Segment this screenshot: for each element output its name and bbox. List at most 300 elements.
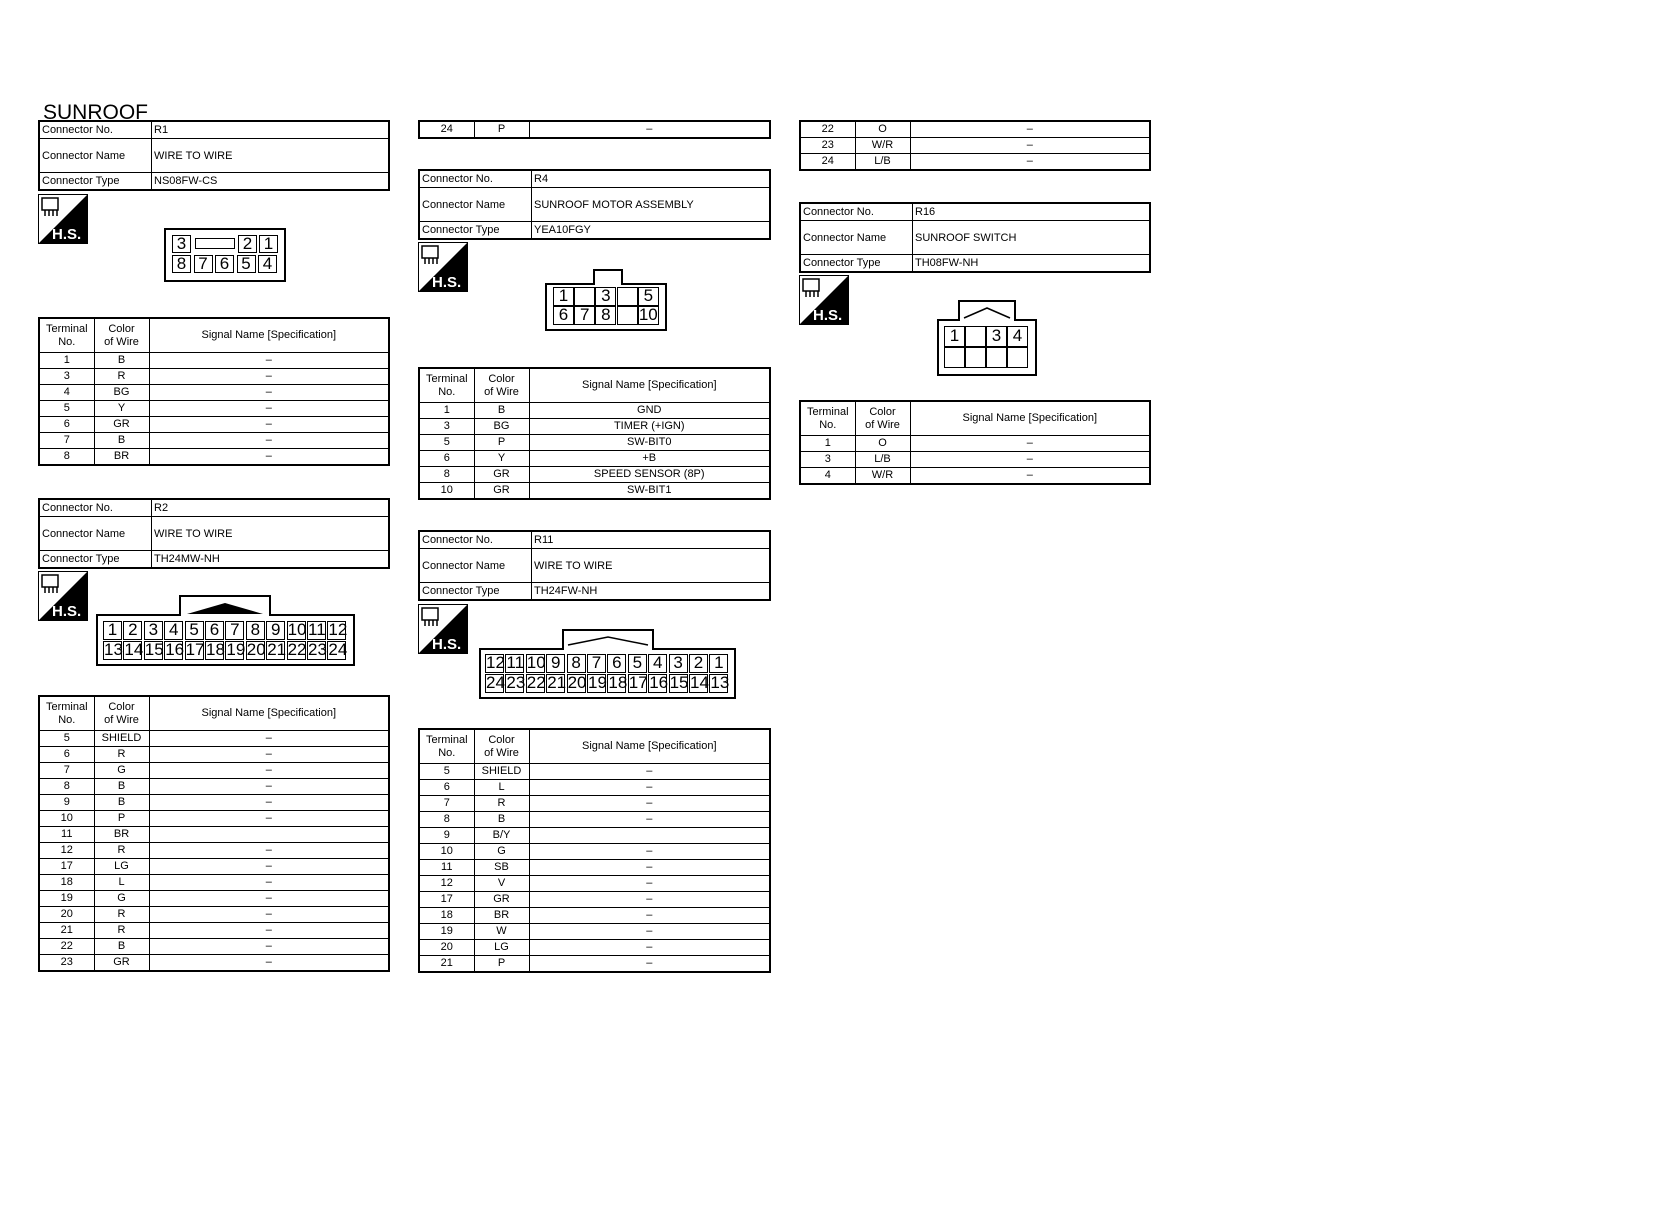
color-header-line2: of Wire [865,418,900,431]
wire-color-cell: O [855,436,910,452]
table-row [39,385,389,401]
pin-cell: 19 [226,640,246,659]
pin-cell: 1 [709,654,728,673]
key-slot [195,238,235,249]
terminal-no-cell: 5 [419,764,474,780]
terminal-no-cell: 12 [419,876,474,892]
pin-cell: 9 [546,654,565,673]
wire-color-cell: SB [474,860,529,876]
r16-conn-no: R16 [913,203,1151,221]
table-row [39,353,389,369]
signal-name-cell: – [910,452,1150,468]
signal-name-header: Signal Name [Specification] [149,318,389,353]
hs-badge-graphic [418,604,468,654]
terminal-no-cell: 6 [419,780,474,796]
pin-cell: 1 [103,621,122,640]
pin-cell: 2 [123,621,142,640]
table-row [39,369,389,385]
pin-cell: 11 [308,620,326,639]
terminal-no-cell: 8 [419,812,474,828]
hs-badge-text: H.S. [52,603,82,620]
wire-color-cell: B [94,433,149,449]
conn-name-label: Connector Name [419,188,532,222]
wire-color-cell: V [474,876,529,892]
empty-pin-cell [617,306,638,325]
signal-name-cell: – [149,795,389,811]
terminal-no-cell: 18 [419,908,474,924]
table-row [39,763,389,779]
signal-name-cell: – [529,908,770,924]
pin-cell: 19 [588,673,607,692]
pin-cell: 21 [267,640,287,659]
hs-badge-graphic [38,194,88,244]
signal-name-cell: TIMER (+IGN) [529,419,770,435]
conn-type-label: Connector Type [419,222,532,240]
r4-connector-face [545,283,667,331]
table-row [419,419,770,435]
wire-color-cell: LG [474,940,529,956]
table-row [39,955,389,972]
harness-side-icon [38,194,88,244]
pin-cell: 5 [638,287,659,306]
r11-conn-name: WIRE TO WIRE [532,549,771,583]
r1-conn-name: WIRE TO WIRE [152,139,390,173]
r1-conn-type: NS08FW-CS [152,173,390,191]
pin-cell: 12 [328,620,348,639]
table-row [800,452,1150,468]
terminal-no-cell: 22 [800,121,855,138]
wire-color-cell: B [474,812,529,828]
r2-info-table [38,498,390,569]
wire-color-cell: B [474,403,529,419]
connector-lock-tab [562,629,654,650]
signal-name-cell: – [529,876,770,892]
pin-cell: 8 [567,654,586,673]
pin-cell: 17 [185,640,205,659]
wire-color-cell: Y [94,401,149,417]
terminal-no-cell: 7 [39,433,94,449]
pin-cell: 4 [1007,326,1028,347]
signal-name-cell: – [149,401,389,417]
r2-terminal-table-continued [418,120,771,139]
wire-color-cell: W/R [855,138,910,154]
terminal-no-cell: 1 [800,436,855,452]
empty-pin-cell [965,347,986,368]
table-row [419,892,770,908]
pin-cell: 7 [587,654,606,673]
wire-color-cell: L [474,780,529,796]
wire-color-header [855,401,910,436]
pin-cell: 14 [690,673,709,692]
pin-cell: 3 [144,621,163,640]
signal-name-cell: – [910,121,1150,138]
wire-color-cell: B [94,939,149,955]
pin-cell: 16 [649,673,669,692]
signal-name-cell: – [149,891,389,907]
signal-name-cell: – [529,956,770,973]
pin-cell: 4 [648,654,667,673]
table-row [39,843,389,859]
r16-terminal-table [799,400,1151,485]
signal-name-cell: – [149,939,389,955]
wire-color-cell: GR [474,467,529,483]
color-header-line2: of Wire [484,385,519,398]
terminal-header-line1: Terminal [45,700,88,713]
table-row [419,812,770,828]
terminal-no-cell: 20 [39,907,94,923]
r11-info-table [418,530,771,601]
table-row [800,138,1150,154]
wire-color-cell: O [855,121,910,138]
table-row [419,908,770,924]
harness-side-icon [418,604,468,654]
pin-cell: 11 [506,653,525,672]
terminal-no-header [39,696,94,731]
pin-cell: 2 [238,235,257,253]
wire-color-cell: P [474,435,529,451]
table-row [419,467,770,483]
terminal-no-cell: 11 [419,860,474,876]
pin-cell: 5 [185,621,204,640]
color-header-line2: of Wire [104,713,139,726]
conn-type-label: Connector Type [419,583,532,601]
signal-name-cell: – [149,747,389,763]
terminal-header-line1: Terminal [45,322,88,335]
table-row [39,827,389,843]
hs-badge-text: H.S. [432,636,462,653]
empty-pin-cell [965,326,986,347]
wire-color-cell: L [94,875,149,891]
table-header [39,696,389,731]
wire-color-cell: P [94,811,149,827]
pin-cell: 16 [165,640,185,659]
signal-name-cell: – [529,924,770,940]
terminal-no-cell: 6 [39,747,94,763]
terminal-no-cell: 10 [419,844,474,860]
pin-cell: 6 [607,654,626,673]
terminal-no-cell: 21 [419,956,474,973]
terminal-no-header [419,729,474,764]
terminal-no-cell: 20 [419,940,474,956]
terminal-no-cell: 5 [419,435,474,451]
signal-name-cell: – [529,121,770,138]
wire-color-cell: G [94,763,149,779]
pin-cell: 21 [547,673,567,692]
terminal-no-cell: 10 [419,483,474,500]
signal-name-header: Signal Name [Specification] [529,729,770,764]
terminal-header-line2: No. [58,713,76,726]
table-row [800,121,1150,138]
signal-name-cell: GND [529,403,770,419]
pin-cell: 20 [567,673,587,692]
pin-cell: 10 [287,620,307,639]
wire-color-cell: G [474,844,529,860]
pin-cell: 13 [104,640,123,659]
wire-color-cell: BG [94,385,149,401]
signal-name-cell: – [149,731,389,747]
signal-name-cell: – [149,385,389,401]
terminal-header-line1: Terminal [425,733,468,746]
signal-name-cell: – [149,449,389,466]
harness-side-icon [38,571,88,621]
terminal-no-cell: 4 [800,468,855,485]
signal-name-cell: – [529,940,770,956]
r4-conn-name: SUNROOF MOTOR ASSEMBLY [532,188,771,222]
wire-color-cell: GR [474,892,529,908]
conn-name-label: Connector Name [39,517,152,551]
wire-color-cell: Y [474,451,529,467]
wire-color-cell: B [94,795,149,811]
pin-cell: 4 [164,621,183,640]
signal-name-header: Signal Name [Specification] [910,401,1150,436]
r16-conn-name: SUNROOF SWITCH [913,221,1151,255]
pin-cell: 7 [225,621,244,640]
terminal-no-cell: 5 [39,731,94,747]
empty-pin-cell [574,287,595,306]
table-row [419,796,770,812]
table-header [39,318,389,353]
table-row [39,433,389,449]
terminal-header-line2: No. [819,418,837,431]
lock-tab-shape [960,302,1014,321]
r2-conn-type: TH24MW-NH [152,551,390,569]
color-header-line1: Color [488,372,515,385]
pin-cell: 14 [124,640,144,659]
signal-name-cell: – [149,923,389,939]
conn-name-label: Connector Name [39,139,152,173]
table-row [419,451,770,467]
terminal-no-cell: 6 [39,417,94,433]
r11-terminal-table-continued [799,120,1151,171]
signal-name-cell: – [910,154,1150,171]
table-row [39,449,389,466]
wire-color-cell: BR [94,449,149,466]
table-row [39,907,389,923]
pin-cell: 3 [172,235,191,253]
terminal-no-cell: 4 [39,385,94,401]
wire-color-cell: R [94,843,149,859]
conn-no-label: Connector No. [419,531,532,549]
wire-color-cell: BR [474,908,529,924]
table-row [419,121,770,138]
table-row [800,436,1150,452]
terminal-no-cell: 8 [39,449,94,466]
lock-tab-shape [564,631,652,650]
connector-lock-tab [958,300,1016,321]
wire-color-cell: R [94,369,149,385]
table-row [39,923,389,939]
terminal-no-cell: 1 [39,353,94,369]
terminal-no-cell: 19 [39,891,94,907]
pin-cell: 7 [194,255,213,273]
signal-name-cell: – [149,369,389,385]
wire-color-cell: W [474,924,529,940]
signal-name-cell: – [529,780,770,796]
terminal-no-cell: 10 [39,811,94,827]
table-row [419,860,770,876]
pin-cell: 2 [689,654,708,673]
r4-terminal-table [418,367,771,500]
terminal-header-line1: Terminal [806,405,849,418]
terminal-no-cell: 3 [39,369,94,385]
terminal-no-cell: 11 [39,827,94,843]
wire-color-cell: BR [94,827,149,843]
pin-cell: 17 [628,673,648,692]
signal-name-header: Signal Name [Specification] [149,696,389,731]
terminal-no-cell: 3 [419,419,474,435]
pin-cell: 12 [486,653,505,672]
pin-cell: 3 [595,287,616,306]
signal-name-cell: – [149,417,389,433]
conn-no-label: Connector No. [419,170,532,188]
wire-color-cell: B [94,353,149,369]
pin-cell: 8 [595,306,616,325]
terminal-no-cell: 23 [800,138,855,154]
terminal-no-header [39,318,94,353]
terminal-no-cell: 22 [39,939,94,955]
pin-cell: 13 [710,673,730,692]
color-header-line2: of Wire [484,746,519,759]
terminal-no-cell: 9 [39,795,94,811]
terminal-no-cell: 8 [39,779,94,795]
pin-cell: 22 [526,673,546,692]
table-row [419,924,770,940]
signal-name-header: Signal Name [Specification] [529,368,770,403]
terminal-no-cell: 6 [419,451,474,467]
wire-color-cell: R [94,923,149,939]
table-row [419,876,770,892]
pin-cell: 3 [986,326,1007,347]
wire-color-cell: SHIELD [94,731,149,747]
signal-name-cell: – [149,353,389,369]
terminal-no-header [800,401,855,436]
signal-name-cell: SPEED SENSOR (8P) [529,467,770,483]
pin-cell: 7 [574,306,595,325]
table-row [39,795,389,811]
wire-color-cell: BG [474,419,529,435]
conn-no-label: Connector No. [39,121,152,139]
terminal-no-cell: 17 [39,859,94,875]
wire-color-cell: R [94,747,149,763]
table-row [419,956,770,973]
pin-cell: 6 [205,621,224,640]
terminal-no-cell: 8 [419,467,474,483]
terminal-header-line2: No. [58,335,76,348]
terminal-no-cell: 24 [800,154,855,171]
wire-color-header [94,318,149,353]
hs-badge-graphic [418,242,468,292]
r4-info-table [418,169,771,240]
terminal-no-cell: 7 [39,763,94,779]
conn-type-label: Connector Type [800,255,913,273]
table-row [419,764,770,780]
signal-name-cell [529,828,770,844]
table-row [419,828,770,844]
signal-name-cell: – [529,844,770,860]
signal-name-cell: – [529,892,770,908]
wire-color-cell: B [94,779,149,795]
r4-conn-type: YEA10FGY [532,222,771,240]
terminal-no-cell: 17 [419,892,474,908]
r16-connector-face [937,319,1037,376]
pin-cell: 20 [246,640,266,659]
terminal-no-cell: 18 [39,875,94,891]
table-row [39,859,389,875]
pin-cell: 15 [144,640,164,659]
r2-conn-name: WIRE TO WIRE [152,517,390,551]
conn-type-label: Connector Type [39,173,152,191]
lock-tab-shape [181,597,269,616]
signal-name-cell [149,827,389,843]
table-row [419,844,770,860]
terminal-no-cell: 1 [419,403,474,419]
table-row [39,401,389,417]
r4-conn-no: R4 [532,170,771,188]
signal-name-cell: – [529,796,770,812]
conn-no-label: Connector No. [39,499,152,517]
pin-cell: 1 [553,287,574,306]
r11-terminal-table [418,728,771,973]
table-row [39,939,389,955]
signal-name-cell: – [910,138,1150,154]
wire-color-header [94,696,149,731]
r11-conn-no: R11 [532,531,771,549]
wire-color-header [474,368,529,403]
terminal-no-cell: 7 [419,796,474,812]
wire-color-cell: P [474,956,529,973]
terminal-header-line2: No. [438,746,456,759]
pin-cell: 8 [246,621,265,640]
hs-badge-text: H.S. [813,307,843,324]
page-title: SUNROOF [43,101,148,124]
r11-connector-face [479,648,736,699]
terminal-no-cell: 5 [39,401,94,417]
hs-badge-text: H.S. [52,226,82,243]
pin-cell: 5 [628,654,647,673]
terminal-no-cell: 23 [39,955,94,972]
signal-name-cell: SW-BIT0 [529,435,770,451]
terminal-header-line1: Terminal [425,372,468,385]
wire-color-cell: GR [94,417,149,433]
signal-name-cell: – [149,433,389,449]
signal-name-cell: – [149,779,389,795]
table-row [419,483,770,500]
pin-cell: 9 [266,621,285,640]
color-header-line2: of Wire [104,335,139,348]
wire-color-cell: GR [474,483,529,500]
wire-color-cell: GR [94,955,149,972]
conn-name-label: Connector Name [800,221,913,255]
terminal-no-header [419,368,474,403]
wire-color-cell: P [474,121,529,138]
table-row [39,891,389,907]
pin-cell: 4 [258,255,277,273]
signal-name-cell: – [529,860,770,876]
pin-cell: 22 [287,640,307,659]
color-header-line1: Color [488,733,515,746]
terminal-no-cell: 19 [419,924,474,940]
pin-cell: 6 [553,306,574,325]
empty-pin-cell [1007,347,1028,368]
pin-cell: 3 [669,654,688,673]
r2-conn-no: R2 [152,499,390,517]
pin-cell: 8 [172,255,191,273]
pin-cell: 6 [215,255,234,273]
color-header-line1: Color [108,700,135,713]
signal-name-cell: +B [529,451,770,467]
signal-name-cell: – [910,436,1150,452]
r1-conn-no: R1 [152,121,390,139]
